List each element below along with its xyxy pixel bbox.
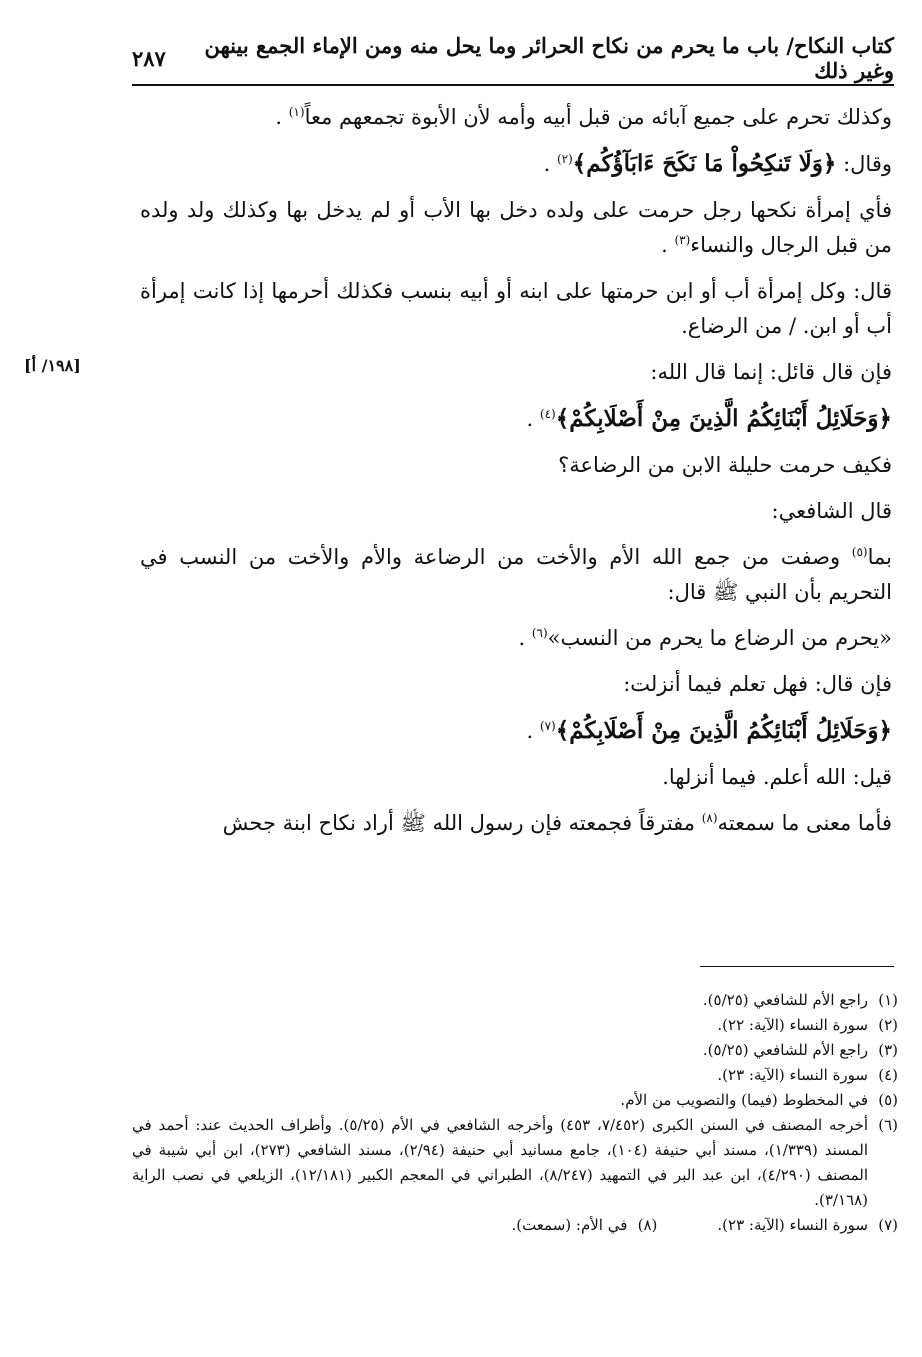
paragraph-14: فأما معنى ما سمعته$^{(٨)}$ مفترقاً فجمعته فإن رسول الله ﷺ أراد نكاح ابنة جحش (222, 811, 892, 835)
footnote-3: (٣) راجع الأم للشافعي (٥/٢٥). (702, 1041, 898, 1059)
footnote-marker: (٦) (531, 626, 548, 640)
header-title: كتاب النكاح/ باب ما يحرم من نكاح الحرائر وما يحل منه ومن الإماء الجمع بينهن وغير ذلك (204, 33, 894, 83)
paragraph-7: فكيف حرمت حليلة الابن من الرضاعة؟ (558, 453, 892, 477)
paragraph-12: ﴿وَحَلَائِلُ أَبْنَائِكُمُ الَّذِينَ مِنْ أَصْلَابِكُمْ﴾$^{(٧)}$ . (526, 717, 892, 744)
paragraph-3: فأي إمرأة نكحها رجل حرمت على ولده دخل بها الأب أو لم يدخل بها وكذلك ولد ولده من قبل الرجال والنساء$^{(٣)}$ . (140, 198, 892, 257)
paragraph-4: قال: وكل إمرأة أب أو ابن حرمتها على ابنه أو أبيه بنسب فكذلك أحرمها إذا كانت إمرأة أب أو ابن. / من الرضاع. (140, 279, 892, 338)
footnote-marker: (٧) (539, 719, 556, 733)
margin-folio-reference: [١٩٨/ أ] (24, 356, 81, 375)
paragraph-11: فإن قال: فهل تعلم فيما أنزلت: (623, 672, 892, 696)
quran-verse: ﴿وَلَا تَنكِحُواْ مَا نَكَحَ ءَابَآؤُكُم﴾ (572, 150, 837, 177)
footnotes-last-line (132, 1213, 898, 1238)
footnote-4: (٤) سورة النساء (الآية: ٢٣). (717, 1066, 898, 1084)
header-rule (132, 84, 894, 86)
footnote-marker: (٥) (851, 545, 868, 559)
paragraph-10: «يحرم من الرضاع ما يحرم من النسب»$^{(٦)}$ . (518, 626, 892, 650)
footnotes (132, 988, 898, 1238)
footnote-6: (٦) أخرجه المصنف في السنن الكبرى (٧/٤٥٢، ٤٥٣) وأخرجه الشافعي في الأم (٥/٢٥). وأطراف الحديث عند: أحمد في المسند (١/٣٣٩)، مسند أبي حنيفة (١٠٤)، جامع مسانيد أبي حنيفة (٢/٩٤)، مسند الشافعي (٢٧٣)، ابن أبي شيبة في المصنف (٤/٢٩٠)، ابن عبد البر في التمهيد (٨/٢٤٧)، الطبراني في المعجم الكبير (١٢/١٨١)، الزيلعي في نصب الراية (٣/١٦٨). (132, 1116, 898, 1209)
footnote-8: (٨)في الأم: (سمعت). (511, 1216, 658, 1234)
main-text (140, 100, 892, 852)
footnote-5: (٥) في المخطوط (فيما) والتصويب من الأم. (620, 1091, 898, 1109)
paragraph-2: وقال: ﴿وَلَا تَنكِحُواْ مَا نَكَحَ ءَابَآؤُكُم﴾$^{(٢)}$ . (543, 150, 892, 177)
quran-verse: ﴿وَحَلَائِلُ أَبْنَائِكُمُ الَّذِينَ مِنْ أَصْلَابِكُمْ﴾ (555, 405, 892, 432)
paragraph-5: فإن قال قائل: إنما قال الله: (650, 360, 892, 384)
footnote-marker: (٢) (556, 152, 573, 166)
footnote-2: (٢) سورة النساء (الآية: ٢٢). (717, 1016, 898, 1034)
footnote-separator (700, 966, 894, 967)
paragraph-6: ﴿وَحَلَائِلُ أَبْنَائِكُمُ الَّذِينَ مِنْ أَصْلَابِكُمْ﴾$^{(٤)}$ . (526, 405, 892, 432)
footnote-marker: (٣) (674, 233, 691, 247)
page-number: ٢٨٧ (132, 45, 166, 71)
footnote-marker: (١) (288, 105, 305, 119)
footnote-marker: (٤) (539, 407, 556, 421)
quran-verse: ﴿وَحَلَائِلُ أَبْنَائِكُمُ الَّذِينَ مِنْ أَصْلَابِكُمْ﴾ (555, 717, 892, 744)
paragraph-1: وكذلك تحرم على جميع آبائه من قبل أبيه وأمه لأن الأبوة تجمعهم معاً$^{(١)}$ . (275, 105, 892, 129)
footnote-7: (٧)سورة النساء (الآية: ٢٣). (717, 1216, 898, 1234)
paragraph-13: قيل: الله أعلم. فيما أنزلها. (662, 765, 892, 789)
footnote-1: (١) راجع الأم للشافعي (٥/٢٥). (702, 991, 898, 1009)
running-header (132, 33, 894, 83)
paragraph-9: بما$^{(٥)}$ وصفت من جمع الله الأم والأخت من الرضاعة والأم والأخت من النسب في التحريم بأن النبي ﷺ قال: (140, 545, 892, 604)
footnote-marker: (٨) (701, 811, 718, 825)
paragraph-8: قال الشافعي: (771, 499, 892, 523)
